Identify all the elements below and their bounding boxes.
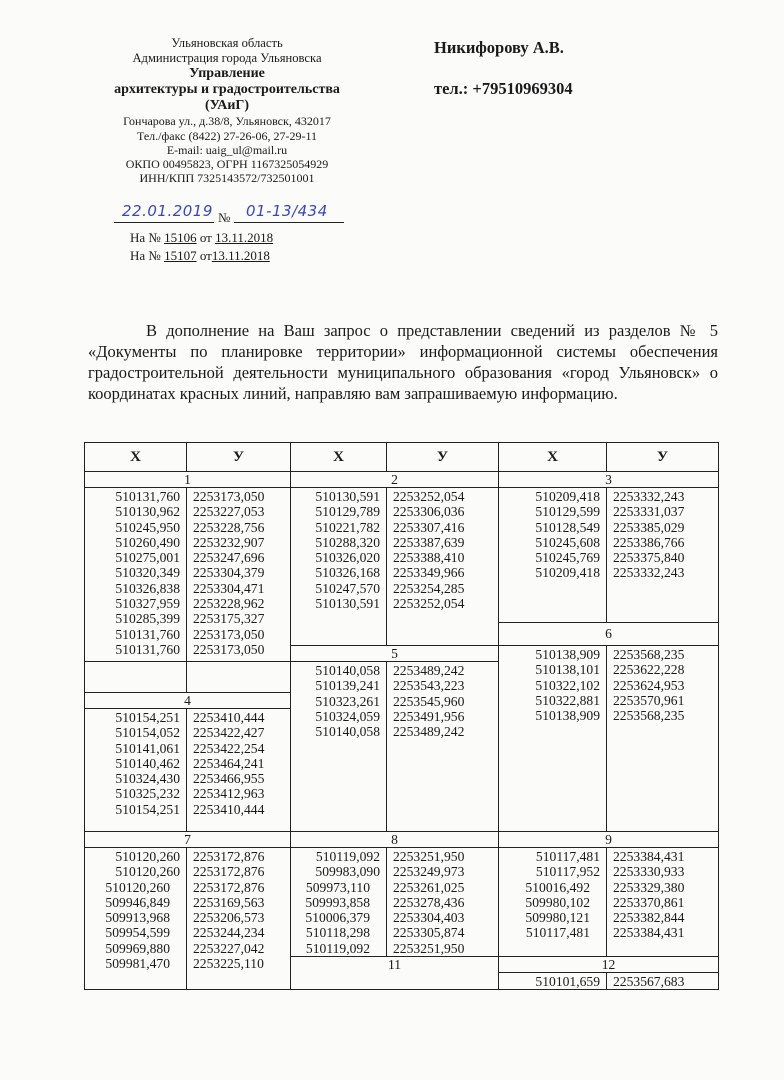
coordinate-value: 2253175,327 [193,611,265,627]
coordinate-value: 510120,260 [115,864,180,880]
address: Гончарова ул., д.38/8, Ульяновск, 432017 [123,114,331,129]
coordinate-value: 2253228,756 [193,519,265,535]
coordinate-value: 510131,760 [115,641,180,657]
coordinate-value: 509969,880 [105,940,170,956]
coordinate-value: 509913,968 [105,910,170,926]
coordinate-value: 509980,121 [525,910,590,926]
coordinate-value: 2253172,876 [193,849,265,864]
coordinate-value: 510141,061 [115,740,180,756]
reference-1: На № 15106 от 13.11.2018 [130,230,274,245]
coordinate-value: 2253261,025 [393,879,465,895]
coordinate-value: 2253251,950 [393,940,465,956]
coordinate-value: 510138,101 [535,662,600,678]
letterhead [98,36,356,185]
coordinate-value: 510320,349 [115,565,180,581]
coordinate-value: 2253304,379 [193,565,265,581]
coordinate-value: 510139,241 [315,678,380,694]
polygon-y-coords [187,709,291,832]
polygon-x-coords [499,646,607,832]
coordinate-value: 510138,909 [535,708,600,724]
coordinate-value: 509983,090 [315,864,380,880]
coordinate-value: 510140,462 [115,755,180,771]
coordinate-value: 2253232,907 [193,534,265,550]
header-row [85,443,719,472]
coordinate-value: 509980,102 [525,894,590,910]
coordinate-value: 2253247,696 [193,550,265,566]
coordinate-value: 2253570,961 [613,692,685,708]
polygon-number: 8 [291,832,499,848]
coordinate-value: 510323,261 [315,693,380,709]
coordinate-value: 2253169,563 [193,894,265,910]
coordinate-value: 2253349,966 [393,565,465,581]
coordinate-value: 510285,399 [115,611,180,627]
coordinate-value: 2253410,444 [193,801,265,817]
coordinate-value: 2253466,955 [193,771,265,787]
coordinate-value: 2253624,953 [613,677,685,693]
coordinate-value: 2253227,042 [193,940,265,956]
polygon-y-coords [187,488,291,662]
coordinate-value: 2253568,235 [613,647,685,662]
polygon-y-coords [387,488,499,646]
coordinate-value: 510006,379 [305,910,370,926]
department-line-1: Управление [189,66,265,82]
polygon-x-coords [499,488,607,623]
polygon-number: 4 [85,693,291,709]
coordinate-value: 2253545,960 [393,693,465,709]
outgoing-number-value: 01-13/434 [246,202,328,220]
coordinate-value: 510128,549 [535,519,600,535]
coordinate-value: 510130,591 [315,489,380,504]
coordinate-value: 510326,838 [115,580,180,596]
polygon-number: 9 [499,832,719,848]
coordinate-value: 510119,092 [315,849,380,864]
coordinate-value: 510130,591 [315,596,380,612]
header-y: У [607,443,719,472]
coordinate-value: 510275,001 [115,550,180,566]
coordinate-value: 2253543,223 [393,678,465,694]
coordinate-value: 510324,059 [315,708,380,724]
coordinate-value: 510326,020 [315,550,380,566]
coordinate-value: 510154,251 [115,710,180,725]
number-underline [234,222,344,223]
addressee-phone: тел.: +79510969304 [434,79,573,98]
coordinate-value: 2253278,436 [393,894,465,910]
coordinate-value: 510120,260 [105,879,170,895]
coordinate-value: 510131,760 [115,489,180,504]
coordinate-value: 2253329,380 [613,879,685,895]
coordinate-value: 510117,481 [525,925,590,941]
coordinate-value: 2253206,573 [193,910,265,926]
coordinate-value: 2253568,235 [613,708,685,724]
coordinate-value: 510129,599 [535,504,600,520]
reference-2-number: 15107 [164,248,197,263]
polygon-number: 6 [499,622,719,645]
coordinate-value: 2253386,766 [613,534,685,550]
coordinate-value: 2253489,242 [393,663,465,678]
coordinate-value: 2253385,029 [613,519,685,535]
region: Ульяновская область [171,36,283,50]
coordinate-value: 2253388,410 [393,550,465,566]
coordinate-value: 510324,430 [115,771,180,787]
coordinate-value: 2253331,037 [613,504,685,520]
polygon-number: 11 [291,957,499,990]
number-sign: № [218,210,231,225]
department-abbr: (УАиГ) [204,98,249,114]
coordinate-value: 2253622,228 [613,662,685,678]
coordinate-value: 510322,881 [535,692,600,708]
phone-fax: Тел./факс (8422) 27-26-06, 27-29-11 [136,128,317,143]
polygon-number: 5 [291,646,499,662]
coordinate-value: 510130,962 [115,504,180,520]
header-y: У [387,443,499,472]
coordinate-value: 510101,659 [535,974,600,990]
coordinate-value: 510118,298 [305,925,370,941]
coordinate-value: 2253384,431 [613,925,685,941]
polygon-x-coords [291,662,387,832]
polygon-x-coords [85,488,187,662]
polygon-x-coords [499,848,607,957]
coordinate-value: 510016,492 [525,879,590,895]
coordinate-value: 510138,909 [535,647,600,662]
polygon-number: 1 [85,472,291,488]
coordinate-value: 510245,608 [535,534,600,550]
header-x: Х [499,443,607,472]
reference-1-number: 15106 [164,230,197,245]
coordinate-value: 509993,858 [305,894,370,910]
polygon-y-coords [387,662,499,832]
coordinate-value: 2253332,243 [613,489,685,504]
addressee-name: Никифорову А.В. [434,38,564,57]
coordinate-value: 2253307,416 [393,519,465,535]
header-x: Х [85,443,187,472]
coordinate-value: 2253173,050 [193,626,265,642]
coordinate-value: 2253227,053 [193,504,265,520]
outgoing-number [114,202,344,228]
polygon-x-coords [291,848,387,957]
header-x: Х [291,443,387,472]
polygon-number: 12 [499,957,719,973]
coordinate-value: 2253382,844 [613,910,685,926]
administration: Администрация города Ульяновска [132,51,322,66]
polygon-x-coords [499,973,607,990]
coordinate-value: 2253173,050 [193,641,265,657]
coordinate-value: 2253244,234 [193,925,265,941]
coordinate-value: 510117,481 [535,849,600,864]
coordinate-value: 2253304,403 [393,910,465,926]
polygon-y-coords [607,488,719,623]
coordinate-value: 2253567,683 [613,974,685,990]
addressee [434,38,573,99]
coordinate-value: 510325,232 [115,786,180,802]
polygon-number: 2 [291,472,499,488]
header-y: У [187,443,291,472]
coordinates-table [84,442,719,990]
letter-paragraph: В дополнение на Ваш запрос о представлении сведений из разделов № 5 «Документы по планировке территории» информационной системы обеспечения градостроительной деятельности муниципального образования «город Ульяновск» о координатах красных линий, направляю вам запрашиваемую информацию. [88,321,718,403]
polygon-x-coords [291,488,387,646]
coordinate-value: 510154,052 [115,725,180,741]
coordinate-value: 510129,789 [315,504,380,520]
coordinate-value: 510140,058 [315,663,380,678]
coordinate-value: 2253370,861 [613,894,685,910]
coordinate-value: 510119,092 [305,940,370,956]
coordinate-value: 2253422,427 [193,725,265,741]
outgoing-date: 22.01.2019 [122,202,213,220]
coordinate-value: 509946,849 [105,894,170,910]
inn-kpp: ИНН/КПП 7325143572/732501001 [139,171,315,186]
polygon-x-coords [85,848,187,990]
coordinate-value: 2253305,874 [393,925,465,941]
coordinate-value: 2253422,254 [193,740,265,756]
department-line-2: архитектуры и градостроительства [114,82,340,98]
coordinate-value: 510260,490 [115,534,180,550]
coordinate-value: 2253173,050 [193,489,265,504]
coordinate-value: 510131,760 [115,626,180,642]
coordinate-value: 510209,418 [535,565,600,581]
coordinate-value: 510288,320 [315,534,380,550]
coordinate-value: 2253252,054 [393,596,465,612]
coordinate-value: 509954,599 [105,925,170,941]
coordinate-value: 2253251,950 [393,849,465,864]
coordinate-value: 2253252,054 [393,489,465,504]
coordinate-value: 2253304,471 [193,580,265,596]
coordinate-value: 510245,950 [115,519,180,535]
coordinate-value: 509981,470 [105,956,170,972]
coordinate-value: 510120,260 [115,849,180,864]
polygon-y-coords [607,646,719,832]
coordinate-value: 2253489,242 [393,724,465,740]
reference-2-date: 13.11.2018 [211,248,270,263]
polygon-x-coords [85,709,187,832]
coordinate-value: 509973,110 [305,879,370,895]
coordinate-value: 2253464,241 [193,755,265,771]
email: E-mail: uaig_ul@mail.ru [166,142,288,157]
coordinate-value: 510154,251 [115,801,180,817]
coordinate-value: 510245,769 [535,550,600,566]
coordinate-value: 510322,102 [535,677,600,693]
coordinate-value: 2253228,962 [193,596,265,612]
polygon-number: 3 [499,472,719,488]
coordinate-value: 2253332,243 [613,565,685,581]
date-underline [114,222,214,223]
coordinate-value: 510221,782 [315,519,380,535]
coordinate-value: 2253306,036 [393,504,465,520]
coordinate-value: 2253387,639 [393,534,465,550]
reference-1-date: 13.11.2018 [215,230,274,245]
coordinate-value: 2253412,963 [193,786,265,802]
polygon-y-coords [387,848,499,957]
polygon-number: 7 [85,832,291,848]
coordinate-value: 510327,959 [115,596,180,612]
coordinate-value: 2253254,285 [393,580,465,596]
coordinate-value: 510117,952 [535,864,600,880]
coordinate-value: 2253172,876 [193,879,265,895]
polygon-y-coords [187,848,291,990]
reference-2: На № 15107 от13.11.2018 [130,248,270,263]
coordinate-value: 2253375,840 [613,550,685,566]
coordinate-value: 2253172,876 [193,864,265,880]
polygon-y-coords [607,848,719,957]
letter-body [88,320,718,404]
coordinate-value: 2253491,956 [393,708,465,724]
coordinate-value: 2253249,973 [393,864,465,880]
okpo-ogrn: ОКПО 00495823, ОГРН 1167325054929 [125,157,329,172]
coordinate-value: 510209,418 [535,489,600,504]
coordinate-value: 2253225,110 [193,956,264,972]
coordinate-value: 2253384,431 [613,849,685,864]
coordinate-value: 2253330,933 [613,864,685,880]
coordinate-value: 510247,570 [315,580,380,596]
coordinate-value: 510140,058 [315,724,380,740]
coordinate-value: 510326,168 [315,565,380,581]
polygon-y-coords [607,973,719,990]
coordinate-value: 2253410,444 [193,710,265,725]
